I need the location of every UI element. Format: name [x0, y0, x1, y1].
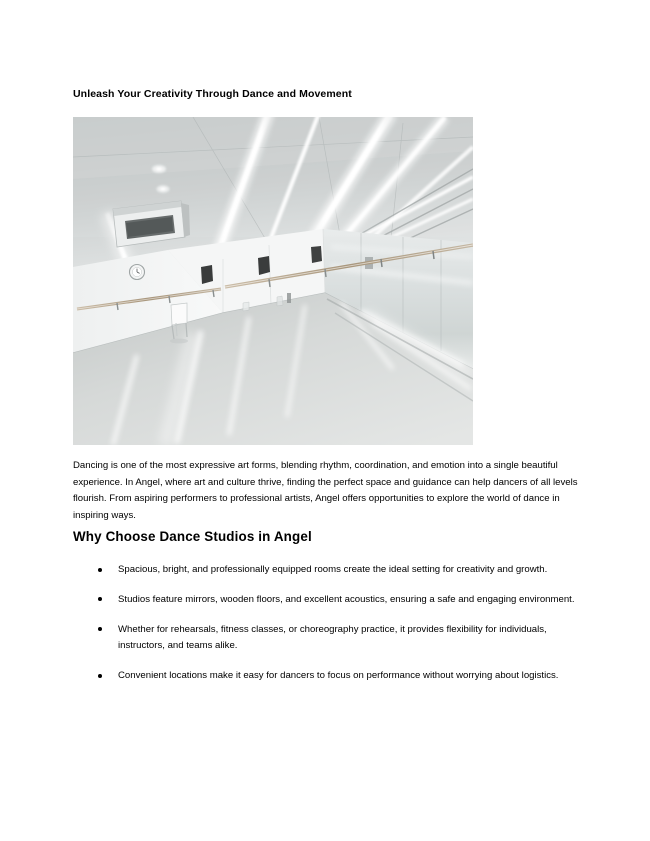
- list-item-text: Whether for rehearsals, fitness classes, or choreography practice, it provides flexibility for individuals, instructors, and teams alike.: [118, 623, 547, 652]
- list-item: [73, 622, 593, 655]
- bullet-icon: [98, 627, 102, 631]
- bullet-icon: [98, 597, 102, 601]
- intro-paragraph: Dancing is one of the most expressive art forms, blending rhythm, coordination, and emotion into a single beautiful experience. In Angel, where art and culture thrive, finding the perfect space and guidance can help dancers of all levels flourish. From aspiring performers to professional artists, Angel offers opportunities to explore the world of dance in inspiring ways.: [73, 460, 578, 521]
- list-item-text: Spacious, bright, and professionally equipped rooms create the ideal setting for creativity and growth.: [118, 564, 548, 575]
- list-item: [73, 668, 593, 684]
- section-heading: Why Choose Dance Studios in Angel: [73, 529, 312, 544]
- benefits-list: [73, 562, 593, 698]
- studio-photo: [73, 117, 473, 445]
- list-item: [73, 592, 593, 608]
- page-title: Unleash Your Creativity Through Dance and Movement: [73, 88, 352, 100]
- list-item: [73, 562, 593, 578]
- list-item-text: Studios feature mirrors, wooden floors, and excellent acoustics, ensuring a safe and engaging environment.: [118, 593, 575, 605]
- bullet-icon: [98, 674, 102, 678]
- list-item-text: Convenient locations make it easy for dancers to focus on performance without worrying about logistics.: [118, 670, 559, 682]
- bullet-icon: [98, 568, 102, 572]
